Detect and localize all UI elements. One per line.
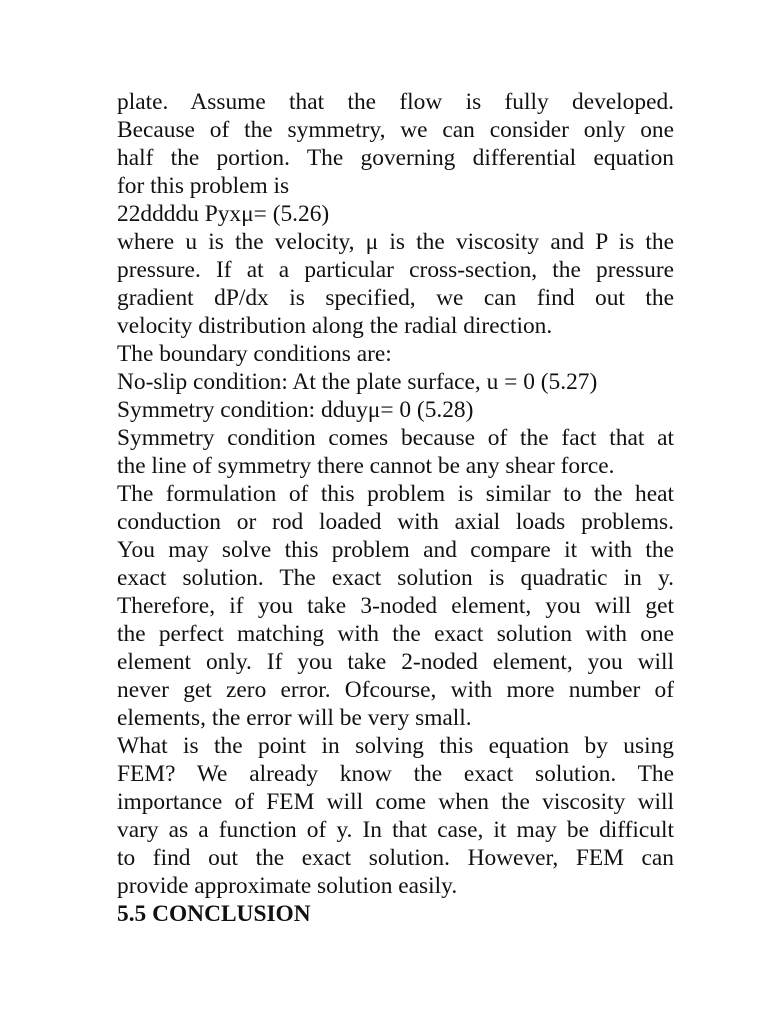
equation-line: No-slip condition: At the plate surface, u = 0 (5.27) <box>117 369 598 395</box>
text-line: Because of the symmetry, we can consider only one <box>117 117 674 143</box>
text-line: for this problem is <box>117 173 290 199</box>
text-line: You may solve this problem and compare it with the <box>117 537 674 563</box>
text-line: gradient dP/dx is specified, we can find out the <box>117 285 674 311</box>
body-text <box>117 88 674 900</box>
text-line: never get zero error. Ofcourse, with more number of <box>117 677 674 703</box>
text-line: conduction or rod loaded with axial loads problems. <box>117 509 674 535</box>
text-line: where u is the velocity, μ is the viscosity and P is the <box>117 229 674 255</box>
text-line: pressure. If at a particular cross-section, the pressure <box>117 257 674 283</box>
text-line: to find out the exact solution. However, FEM can <box>117 845 674 871</box>
text-line: plate. Assume that the flow is fully developed. <box>117 89 674 115</box>
text-line: Therefore, if you take 3-noded element, you will get <box>117 593 674 619</box>
text-line: The formulation of this problem is similar to the heat <box>117 481 674 507</box>
text-line: The boundary conditions are: <box>117 341 392 367</box>
text-line: importance of FEM will come when the viscosity will <box>117 789 674 815</box>
text-line: half the portion. The governing differential equation <box>117 145 674 171</box>
text-line: Symmetry condition comes because of the fact that at <box>117 425 674 451</box>
text-line: elements, the error will be very small. <box>117 705 472 731</box>
equation-line: 22ddddu Pyxμ= (5.26) <box>117 201 330 227</box>
text-line: provide approximate solution easily. <box>117 873 458 899</box>
text-line: What is the point in solving this equation by using <box>117 733 674 759</box>
text-line: vary as a function of y. In that case, it may be difficult <box>117 817 674 843</box>
text-line: velocity distribution along the radial direction. <box>117 313 553 339</box>
document-page <box>117 88 674 928</box>
text-line: element only. If you take 2-noded element, you will <box>117 649 674 675</box>
text-line: exact solution. The exact solution is quadratic in y. <box>117 565 674 591</box>
text-line: the line of symmetry there cannot be any shear force. <box>117 453 615 479</box>
equation-line: Symmetry condition: dduyμ= 0 (5.28) <box>117 397 474 423</box>
text-line: the perfect matching with the exact solution with one <box>117 621 674 647</box>
text-line: FEM? We already know the exact solution. The <box>117 761 674 787</box>
section-heading: 5.5 CONCLUSION <box>117 901 311 927</box>
